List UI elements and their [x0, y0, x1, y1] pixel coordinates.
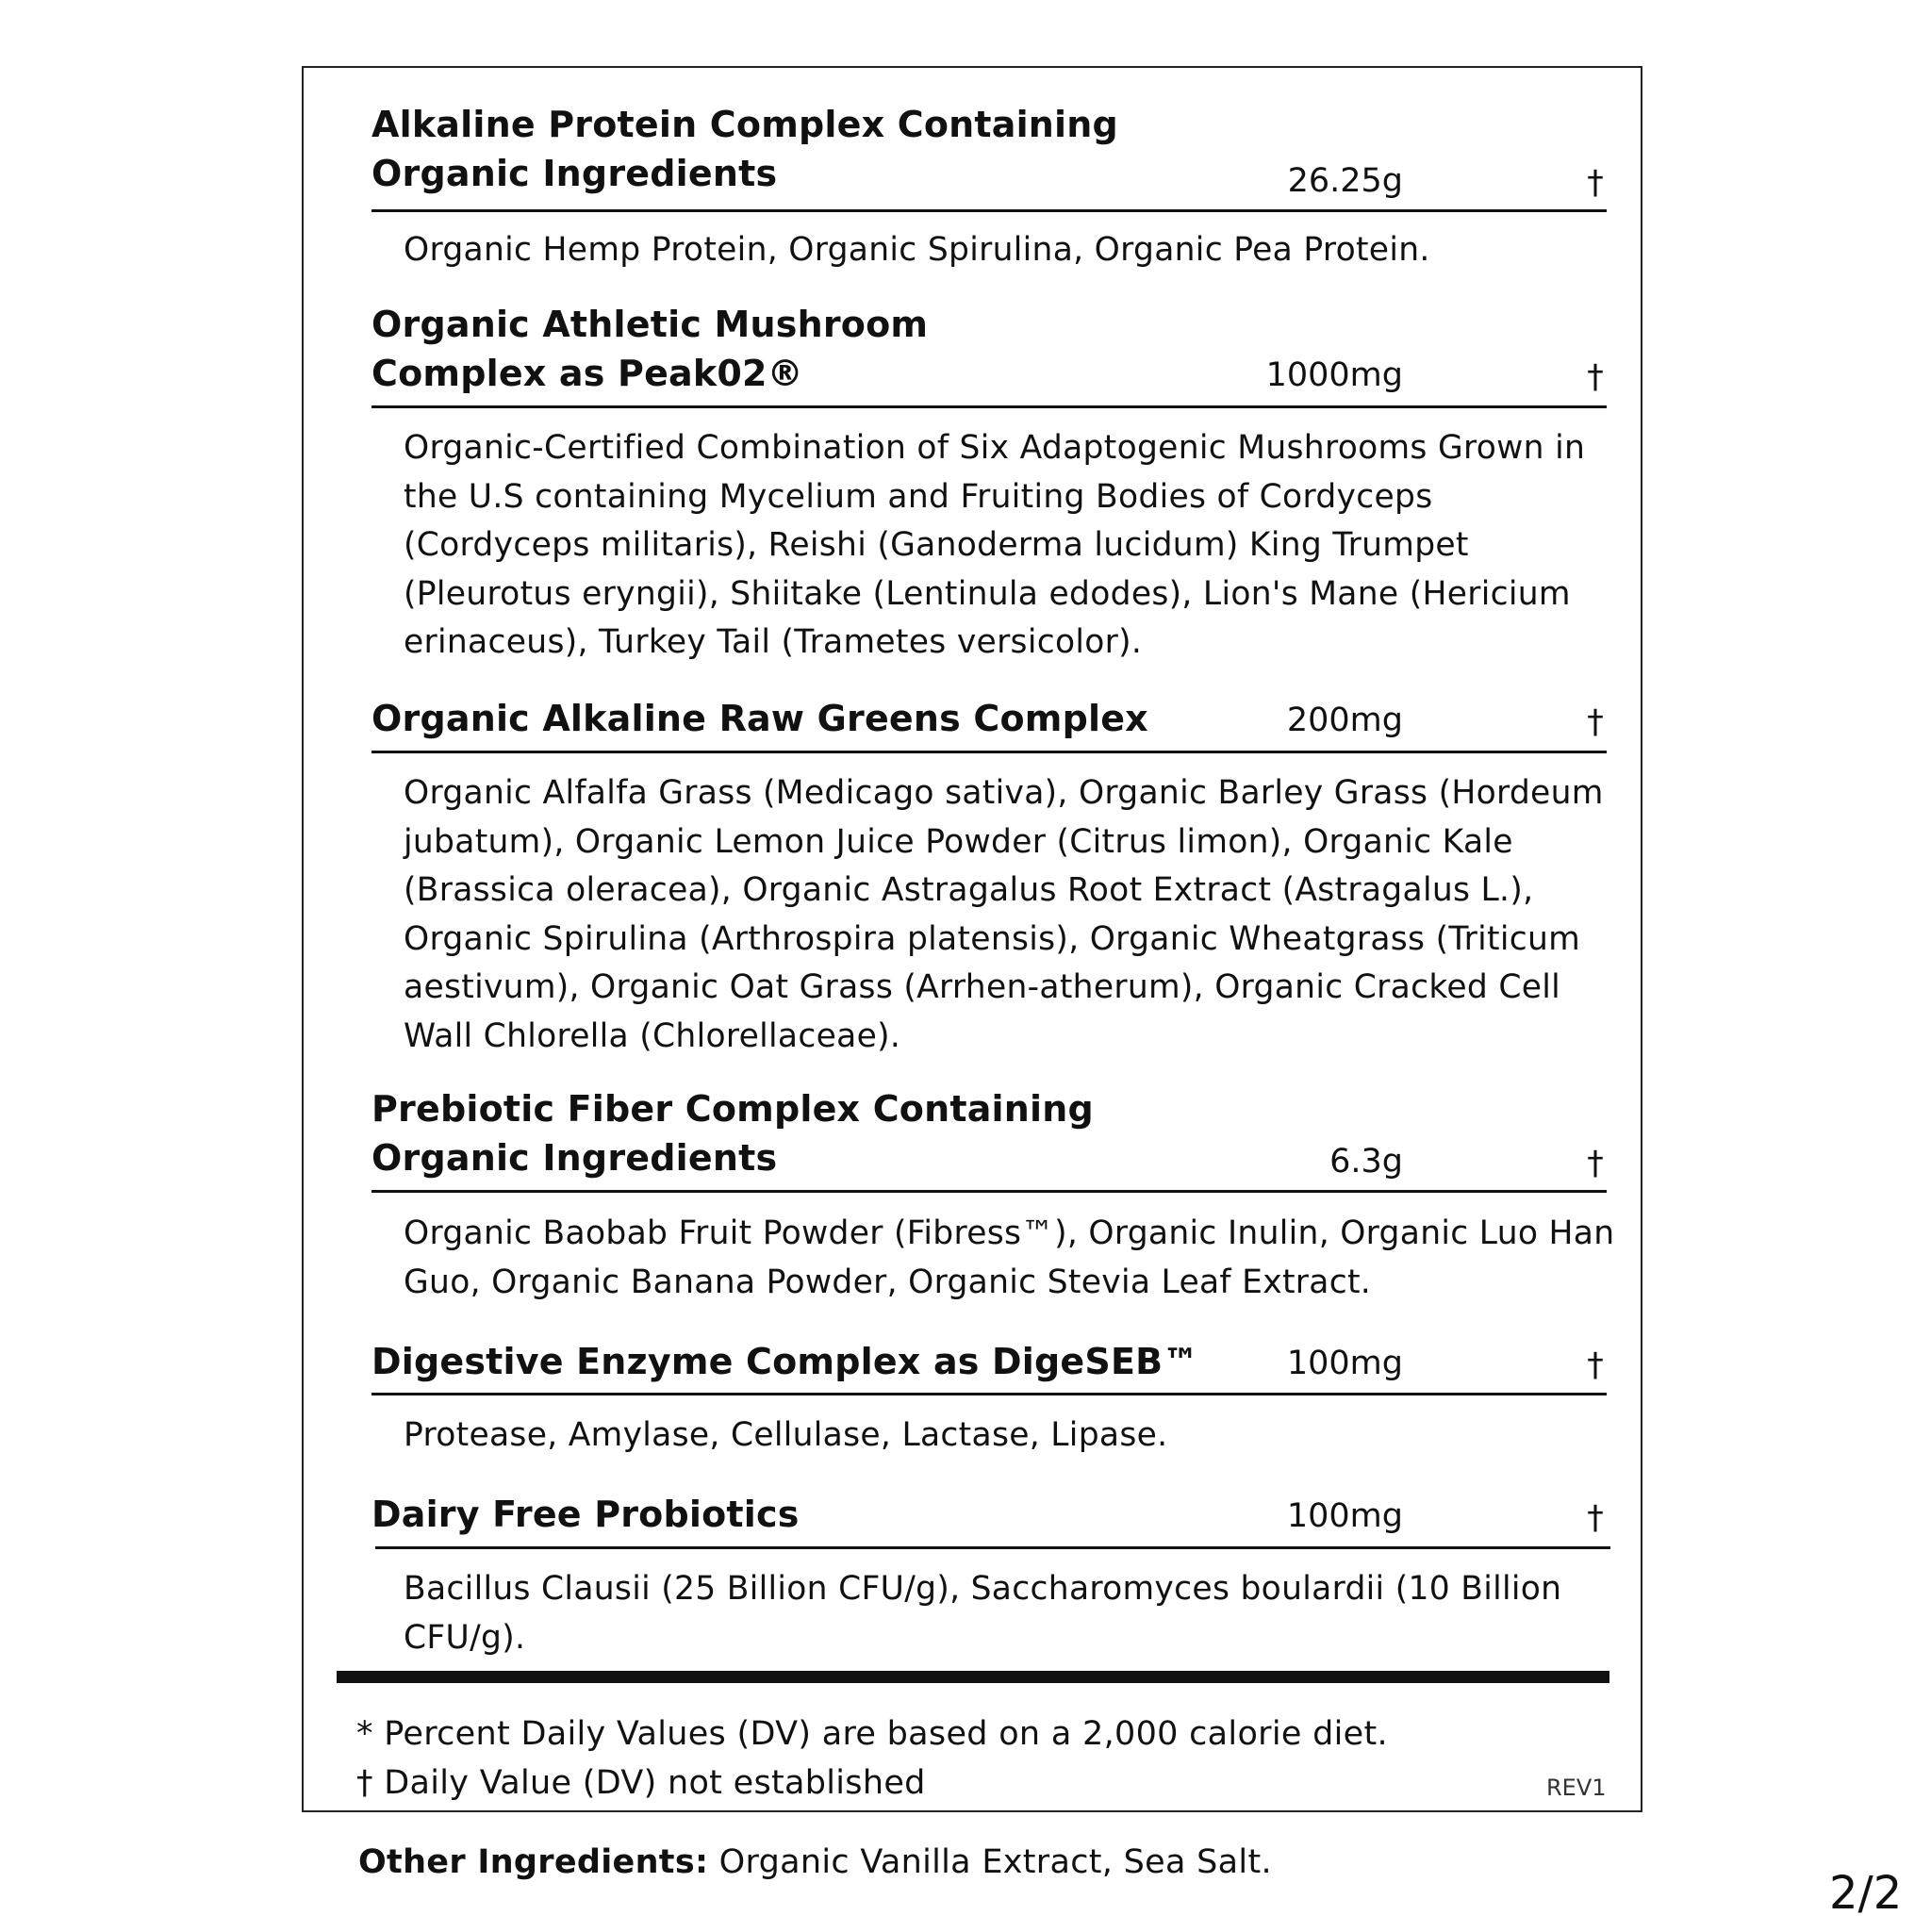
section-heading-probiotics: Dairy Free Probiotics [371, 1494, 800, 1535]
section-amount-protein-complex: 26.25g [1287, 162, 1403, 200]
dagger-marker: † [1587, 1346, 1604, 1384]
section-divider [375, 1546, 1610, 1549]
section-description-digestive-enzyme: Protease, Amylase, Cellulase, Lactase, Lipase. [404, 1416, 1168, 1454]
section-heading-mushroom-complex: Organic Athletic Mushroom Complex as Peak02® [371, 304, 929, 394]
dagger-marker: † [1587, 1499, 1604, 1537]
section-amount-digestive-enzyme: 100mg [1286, 1345, 1403, 1382]
section-description-greens-complex: Organic Alfalfa Grass (Medicago sativa), Organic Barley Grass (Hordeum jubatum), Organic Lemon Juice Powder (Citrus limon), Organic Kale (Brassica oleracea), Organic Astragalus Root Extract (Astragalus L.), Organic Spirulina (Arthrospira platensis), Organic Wheatgrass (Triticum aestivum), Organic Oat Grass (Arrhen-atherum), Organic Cracked Cell Wall Chlorella (Chlorellaceae). [404, 774, 1604, 1055]
section-divider [371, 209, 1607, 212]
section-amount-prebiotic-fiber: 6.3g [1329, 1143, 1403, 1181]
section-heading-digestive-enzyme: Digestive Enzyme Complex as DigeSEB™ [371, 1341, 1199, 1382]
other-ingredients-label: Other Ingredients: [358, 1843, 709, 1881]
section-description-protein-complex: Organic Hemp Protein, Organic Spirulina, Organic Pea Protein. [404, 231, 1430, 269]
section-divider [371, 405, 1607, 408]
section-description-probiotics: Bacillus Clausii (25 Billion CFU/g), Saccharomyces boulardii (10 Billion CFU/g). [404, 1570, 1562, 1657]
dagger-marker: † [1587, 358, 1604, 396]
dagger-marker: † [1587, 703, 1604, 741]
section-divider [371, 751, 1607, 753]
section-amount-mushroom-complex: 1000mg [1265, 356, 1403, 394]
section-amount-probiotics: 100mg [1286, 1497, 1403, 1535]
revision-code: REV1 [1546, 1775, 1607, 1801]
dagger-marker: † [1587, 164, 1604, 202]
section-heading-protein-complex: Alkaline Protein Complex Containing Organic Ingredients [371, 104, 1118, 194]
section-heading-greens-complex: Organic Alkaline Raw Greens Complex [371, 698, 1148, 739]
dv-not-established-footnote: † Daily Value (DV) not established [356, 1764, 926, 1802]
other-ingredients [358, 1839, 1272, 1886]
section-description-prebiotic-fiber: Organic Baobab Fruit Powder (Fibress™), Organic Inulin, Organic Luo Han Guo, Organic Banana Powder, Organic Stevia Leaf Extract. [404, 1214, 1615, 1301]
section-description-mushroom-complex: Organic-Certified Combination of Six Adaptogenic Mushrooms Grown in the U.S containing Mycelium and Fruiting Bodies of Cordyceps (Cordyceps militaris), Reishi (Ganoderma lucidum) King Trumpet (Pleurotus eryngii), Shiitake (Lentinula edodes), Lion's Mane (Hericium erinaceus), Turkey Tail (Trametes versicolor). [404, 429, 1586, 661]
page-indicator: 2/2 [1829, 1867, 1903, 1920]
percent-dv-footnote: * Percent Daily Values (DV) are based on a 2,000 calorie diet. [356, 1715, 1388, 1753]
dagger-marker: † [1587, 1145, 1604, 1182]
other-ingredients-value: Organic Vanilla Extract, Sea Salt. [708, 1843, 1272, 1881]
section-amount-greens-complex: 200mg [1286, 702, 1403, 739]
footer-thick-rule [337, 1671, 1609, 1683]
section-divider [371, 1190, 1607, 1193]
section-heading-prebiotic-fiber: Prebiotic Fiber Complex Containing Organic Ingredients [371, 1088, 1094, 1179]
section-divider [371, 1393, 1607, 1395]
